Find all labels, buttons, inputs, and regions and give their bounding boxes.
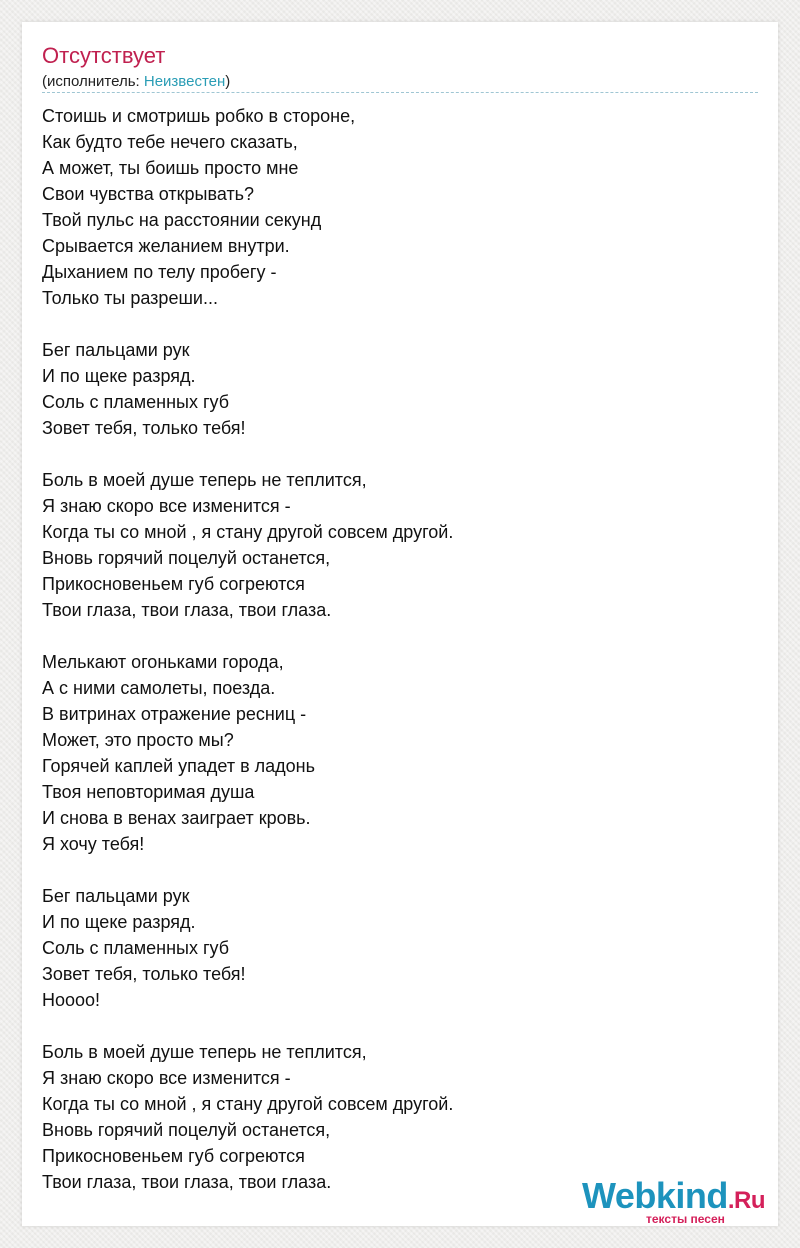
lyric-line: И по щеке разряд. <box>42 912 196 932</box>
lyric-line: Боль в моей душе теперь не теплится, <box>42 470 367 490</box>
lyric-line: Когда ты со мной , я стану другой совсем другой. <box>42 522 454 542</box>
lyric-line: Нoooo! <box>42 990 101 1010</box>
lyric-line: Зовет тебя, только тебя! <box>42 964 246 984</box>
lyric-line: Вновь горячий поцелуй останется, <box>42 1120 331 1140</box>
lyric-line: И по щеке разряд. <box>42 366 196 386</box>
stanza <box>42 1039 758 1195</box>
lyric-line: Вновь горячий поцелуй останется, <box>42 548 331 568</box>
stanza <box>42 883 758 1013</box>
logo-tld-text: .Ru <box>727 1187 766 1214</box>
artist-line <box>42 72 230 92</box>
lyric-line: Боль в моей душе теперь не теплится, <box>42 1042 367 1062</box>
lyrics-text <box>42 103 758 1195</box>
artist-link[interactable]: Неизвестен <box>143 73 226 90</box>
stanza <box>42 649 758 857</box>
lyric-line: Соль с пламенных губ <box>42 392 230 412</box>
lyric-line: И снова в венах заиграет кровь. <box>42 808 311 828</box>
site-logo[interactable] <box>582 1175 778 1226</box>
lyric-line: Бег пальцами рук <box>42 886 190 906</box>
lyric-line: Бег пальцами рук <box>42 340 190 360</box>
lyric-line: Когда ты со мной , я стану другой совсем другой. <box>42 1094 454 1114</box>
lyric-line: В витринах отражение ресниц - <box>42 704 307 724</box>
lyric-line: Горячей каплей упадет в ладонь <box>42 756 315 776</box>
lyric-line: Стоишь и смотришь робко в стороне, <box>42 106 356 126</box>
lyric-line: Я хочу тебя! <box>42 834 145 854</box>
stanza <box>42 103 758 311</box>
lyric-line: А может, ты боишь просто мне <box>42 158 299 178</box>
lyric-line: Твои глаза, твои глаза, твои глаза. <box>42 1172 332 1192</box>
logo-main-text: Webkind <box>582 1175 728 1216</box>
lyrics-card <box>22 22 778 1226</box>
artist-suffix: ) <box>225 73 231 90</box>
lyric-line: Твои глаза, твои глаза, твои глаза. <box>42 600 332 620</box>
stanza <box>42 467 758 623</box>
lyric-line: Твоя неповторимая душа <box>42 782 255 802</box>
lyric-line: Только ты разреши... <box>42 288 218 308</box>
lyric-line: Как будто тебе нечего сказать, <box>42 132 298 152</box>
title-divider <box>42 92 758 93</box>
lyric-line: Я знаю скоро все изменится - <box>42 1068 291 1088</box>
lyric-line: Зовет тебя, только тебя! <box>42 418 246 438</box>
lyric-line: Я знаю скоро все изменится - <box>42 496 291 516</box>
stanza <box>42 337 758 441</box>
lyric-line: А с ними самолеты, поезда. <box>42 678 276 698</box>
logo-tagline: тексты песен <box>646 1212 725 1226</box>
lyric-line: Срывается желанием внутри. <box>42 236 290 256</box>
lyric-line: Свои чувства открывать? <box>42 184 255 204</box>
song-title: Отсутствует <box>42 43 166 68</box>
lyric-line: Соль с пламенных губ <box>42 938 230 958</box>
lyric-line: Твой пульс на расстоянии секунд <box>42 210 322 230</box>
lyric-line: Прикосновеньем губ согреются <box>42 1146 305 1166</box>
lyric-line: Мелькают огоньками города, <box>42 652 284 672</box>
lyric-line: Прикосновеньем губ согреются <box>42 574 305 594</box>
lyric-line: Дыханием по телу пробегу - <box>42 262 277 282</box>
lyric-line: Может, это просто мы? <box>42 730 234 750</box>
artist-prefix: (исполнитель: <box>42 73 144 90</box>
